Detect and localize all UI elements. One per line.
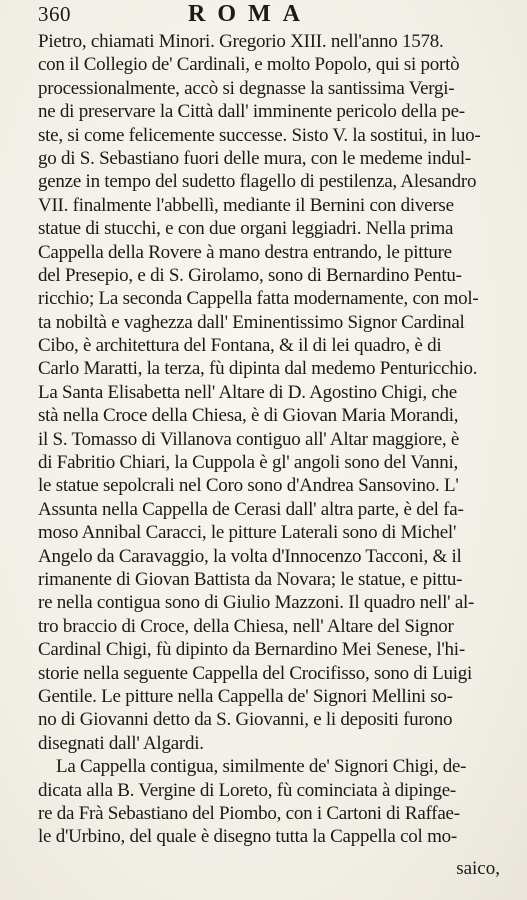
text-line: Angelo da Caravaggio, la volta d'Innocenzo Tacconi, & il (38, 545, 462, 567)
text-line: ricchio; La seconda Cappella fatta modernamente, con mol- (38, 288, 479, 310)
text-line: go di S. Sebastiano fuori delle mura, con le medeme indul- (38, 147, 471, 169)
text-line: disegnati dall' Algardi. (38, 732, 204, 754)
text-line: moso Annibal Caracci, le pitture Laterali sono di Michel' (38, 522, 457, 544)
text-line: VII. finalmente l'abbellì, mediante il Bernini con diverse (38, 194, 454, 216)
catchword: saico, (456, 858, 500, 879)
text-line: re da Frà Sebastiano del Piombo, con i Cartoni di Raffae- (38, 802, 460, 824)
text-line: La Santa Elisabetta nell' Altare di D. Agostino Chigi, che (38, 381, 457, 403)
text-line: re nella contigua sono di Giulio Mazzoni. Il quadro nell' al- (38, 592, 475, 614)
running-head (38, 0, 518, 34)
text-line: Cardinal Chigi, fù dipinto da Bernardino Mei Senese, l'hi- (38, 639, 465, 661)
text-line: tro braccio di Croce, della Chiesa, nell' Altare del Signor (38, 615, 454, 637)
text-line: La Cappella contigua, similmente de' Signori Chigi, de- (56, 756, 467, 778)
text-line: ta nobiltà e vaghezza dall' Eminentissimo Signor Cardinal (38, 311, 465, 333)
text-line: Carlo Maratti, la terza, fù dipinta dal medemo Penturicchio. (38, 358, 478, 380)
text-line: del Presepio, e di S. Girolamo, sono di Bernardino Pentu- (38, 264, 462, 286)
text-line: di Fabritio Chiari, la Cuppola è gl' angoli sono del Vanni, (38, 452, 458, 474)
text-line: stà nella Croce della Chiesa, è di Giovan Maria Morandi, (38, 405, 459, 427)
page-number: 360 (38, 2, 71, 26)
text-line: Assunta nella Cappella de Cerasi dall' altra parte, è del fa- (38, 498, 464, 520)
text-line: processionalmente, accò si degnasse la santissima Vergi- (38, 77, 455, 99)
running-title: ROMA (188, 1, 312, 27)
paragraph (38, 30, 514, 755)
text-line: Cappella della Rovere à mano destra entrando, le pitture (38, 241, 452, 263)
text-line: genze in tempo del sudetto flagello di pestilenza, Alesandro (38, 171, 477, 193)
text-line: il S. Tomasso di Villanova contiguo all' Altar maggiore, è (38, 428, 460, 450)
text-line: ste, si come felicemente successe. Sisto V. la sostitui, in luo- (38, 124, 481, 146)
text-line: rimanente di Giovan Battista da Novara; le statue, e pittu- (38, 568, 463, 590)
text-line: ne di preservare la Città dall' imminente pericolo della pe- (38, 101, 465, 123)
text-line: Pietro, chiamati Minori. Gregorio XIII. nell'anno 1578. (38, 31, 444, 52)
body-text (38, 30, 514, 849)
text-line: con il Collegio de' Cardinali, e molto Popolo, qui si portò (38, 54, 460, 76)
text-line: no di Giovanni detto da S. Giovanni, e li depositi furono (38, 709, 453, 731)
text-line: storie nella seguente Cappella del Crocifisso, sono di Luigi (38, 662, 473, 684)
text-line: Cibo, è architettura del Fontana, & il di lei quadro, è di (38, 335, 442, 357)
paragraph (38, 755, 514, 849)
text-line: Gentile. Le pitture nella Cappella de' Signori Mellini so- (38, 685, 453, 707)
catchword-line (38, 857, 514, 881)
text-line: dicata alla B. Vergine di Loreto, fù cominciata à dipinge- (38, 779, 456, 801)
text-line: le statue sepolcrali nel Coro sono d'Andrea Sansovino. L' (38, 475, 459, 497)
text-line: statue di stucchi, e con due organi leggiadri. Nella prima (38, 218, 454, 240)
text-line: le d'Urbino, del quale è disegno tutta la Cappella col mo- (38, 826, 457, 848)
